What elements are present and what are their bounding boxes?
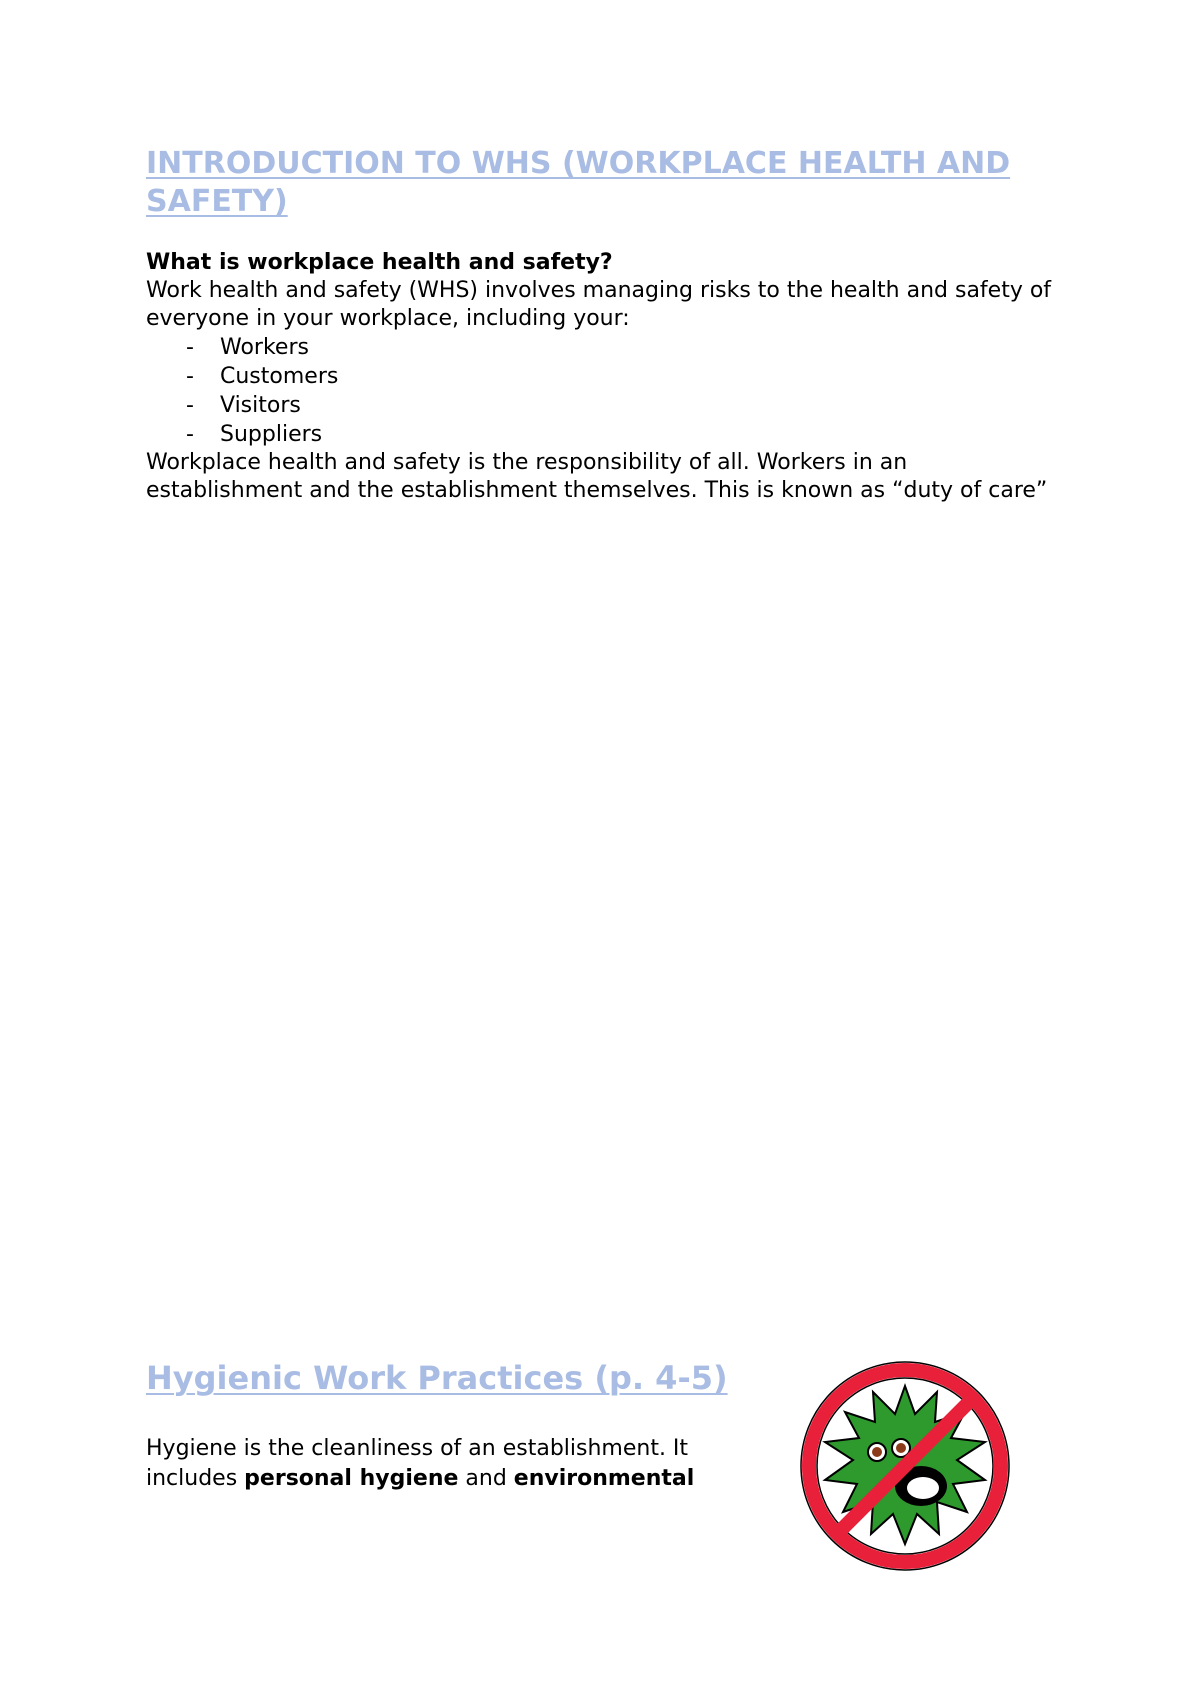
intro-paragraph: Work health and safety (WHS) involves managing risks to the health and safety of everyone in your workplace, including your: — [146, 278, 1052, 331]
no-germs-icon — [795, 1356, 1015, 1576]
hygiene-text-2: and — [458, 1466, 514, 1491]
list-item — [186, 362, 1066, 391]
hygiene-paragraph — [146, 1434, 766, 1494]
list-bullet: - — [186, 393, 194, 418]
list-item — [186, 333, 1066, 362]
hygiene-bold-2: environmental — [513, 1466, 695, 1491]
intro-closing: Workplace health and safety is the responsibility of all. Workers in an establishment and the establishment themselves. This is known as “duty of care” — [146, 450, 1048, 503]
intro-heading: INTRODUCTION TO WHS (WORKPLACE HEALTH AND SAFETY) — [146, 146, 1011, 219]
list-item-text: Visitors — [220, 393, 301, 418]
list-item-text: Suppliers — [220, 422, 323, 447]
stakeholder-list — [146, 333, 1066, 449]
intro-section — [146, 249, 1066, 505]
list-item-text: Workers — [220, 335, 309, 360]
list-bullet: - — [186, 422, 194, 447]
list-bullet: - — [186, 364, 194, 389]
list-item-text: Customers — [220, 364, 339, 389]
germ-pupil-right — [896, 1443, 906, 1453]
list-item — [186, 391, 1066, 420]
list-bullet: - — [186, 335, 194, 360]
intro-question: What is workplace health and safety? — [146, 250, 613, 275]
hygiene-heading: Hygienic Work Practices (p. 4-5) — [146, 1359, 728, 1397]
germ-pupil-left — [872, 1447, 882, 1457]
list-item — [186, 420, 1066, 449]
germ-mouth-inner — [907, 1477, 939, 1499]
hygiene-bold-1: personal hygiene — [244, 1466, 459, 1491]
hygiene-text-1: Hygiene is the cleanliness of an establishment. It includes — [146, 1436, 689, 1491]
